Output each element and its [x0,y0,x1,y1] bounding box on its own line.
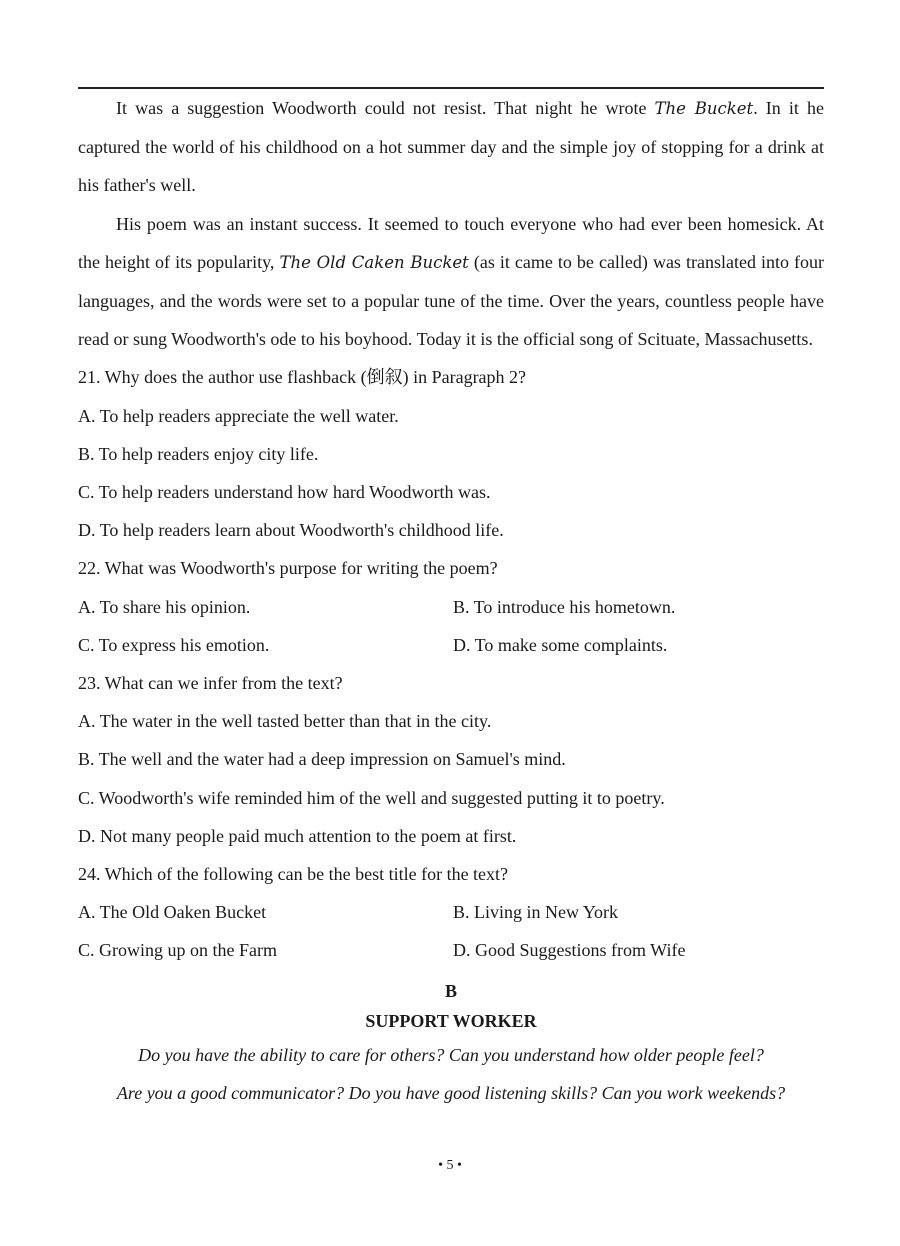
question-21-option-a: A. To help readers appreciate the well water. [78,405,399,426]
question-24-option-a: A. The Old Oaken Bucket [78,902,267,923]
paragraph-2 [78,205,824,359]
paragraph-1-text-end: . In it he captured the world of his childhood on a hot summer day and the simple joy of stopping for a drink at his father's well. [78,98,824,196]
question-22-options-row-1 [78,588,824,626]
question-23-option-a: A. The water in the well tasted better than that in the city. [78,711,492,732]
section-b-letter: B [444,980,457,1001]
page-number: • 5 • [438,1158,462,1173]
question-22-option-a: A. To share his opinion. [78,596,251,617]
question-24-stem: 24. Which of the following can be the best title for the text? [78,864,509,885]
question-21-stem: 21. Why does the author use flashback (倒叙) in Paragraph 2? [78,367,527,388]
page-content [78,89,824,1112]
question-22-stem: 22. What was Woodworth's purpose for writing the poem? [78,558,498,579]
question-23-option-b: B. The well and the water had a deep impression on Samuel's mind. [78,749,566,770]
question-22-option-d: D. To make some complaints. [453,634,668,655]
question-22-option-b: B. To introduce his hometown. [453,596,676,617]
question-21-option-c: C. To help readers understand how hard Woodworth was. [78,482,491,503]
question-24-option-c: C. Growing up on the Farm [78,940,277,961]
poem-title-old-caken-bucket: The Old Caken Bucket [279,252,469,272]
paragraph-1-text-start: It was a suggestion Woodworth could not resist. That night he wrote [116,98,655,118]
question-22-options-row-2 [78,626,824,664]
question-23-option-c: C. Woodworth's wife reminded him of the well and suggested putting it to poetry. [78,787,665,808]
question-24-option-d: D. Good Suggestions from Wife [453,940,686,961]
question-24-option-b: B. Living in New York [453,902,619,923]
question-21-option-d: D. To help readers learn about Woodworth's childhood life. [78,520,504,541]
question-24-options-row-1 [78,893,824,931]
question-23-option-d: D. Not many people paid much attention to the poem at first. [78,825,517,846]
paragraph-1 [78,89,824,205]
question-21-option-b: B. To help readers enjoy city life. [78,443,319,464]
paragraph-2-text-start: His poem was an instant success. It seemed to touch everyone who had ever been homesick. At the height of its popularity, [78,213,824,272]
question-22-option-c: C. To express his emotion. [78,634,270,655]
question-24-options-row-2 [78,931,824,969]
paragraph-2-text-end: (as it came to be called) was translated into four languages, and the words were set to a popular tune of the time. Over the years, countless people have read or sung Woodworth's ode to his boyhood. Today it is the official song of Scituate, Massachusetts. [78,251,824,350]
ad-line-2: Are you a good communicator? Do you have good listening skills? Can you work weekends? [116,1082,786,1103]
question-23-stem: 23. What can we infer from the text? [78,673,343,694]
ad-line-1: Do you have the ability to care for others? Can you understand how older people feel? [138,1044,764,1065]
section-b-title: SUPPORT WORKER [365,1010,537,1031]
poem-title-the-bucket: The Bucket [654,99,754,118]
